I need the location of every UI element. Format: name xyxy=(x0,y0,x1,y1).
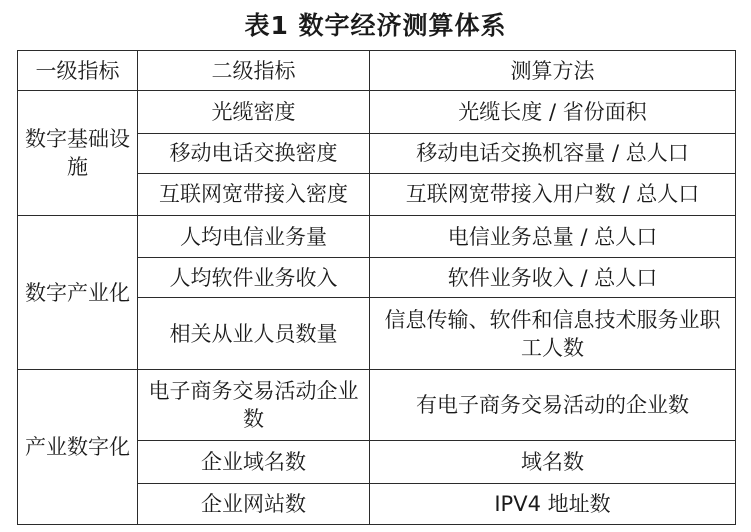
indicator-cell: 企业网站数 xyxy=(138,484,370,525)
category-cell: 数字产业化 xyxy=(18,215,138,370)
indicator-cell: 移动电话交换密度 xyxy=(138,133,370,174)
category-cell: 数字基础设施 xyxy=(18,91,138,216)
method-cell: 光缆长度 / 省份面积 xyxy=(370,91,736,134)
column-header-level1: 一级指标 xyxy=(18,51,138,91)
method-cell: 软件业务收入 / 总人口 xyxy=(370,258,736,297)
header-row xyxy=(18,51,736,91)
indicator-cell: 人均软件业务收入 xyxy=(138,258,370,297)
indicator-cell: 企业域名数 xyxy=(138,440,370,484)
method-cell: 信息传输、软件和信息技术服务业职工人数 xyxy=(370,297,736,370)
table-row xyxy=(18,215,736,258)
category-cell: 产业数字化 xyxy=(18,370,138,525)
measurement-table xyxy=(17,50,736,525)
column-header-method: 测算方法 xyxy=(370,51,736,91)
indicator-cell: 相关从业人员数量 xyxy=(138,297,370,370)
method-cell: IPV4 地址数 xyxy=(370,484,736,525)
table-row xyxy=(18,370,736,440)
indicator-cell: 互联网宽带接入密度 xyxy=(138,174,370,216)
method-cell: 域名数 xyxy=(370,440,736,484)
indicator-cell: 光缆密度 xyxy=(138,91,370,134)
method-cell: 移动电话交换机容量 / 总人口 xyxy=(370,133,736,174)
table-row xyxy=(18,91,736,134)
indicator-cell: 电子商务交易活动企业数 xyxy=(138,370,370,440)
method-cell: 互联网宽带接入用户数 / 总人口 xyxy=(370,174,736,216)
method-cell: 电信业务总量 / 总人口 xyxy=(370,215,736,258)
column-header-level2: 二级指标 xyxy=(138,51,370,91)
method-cell: 有电子商务交易活动的企业数 xyxy=(370,370,736,440)
indicator-cell: 人均电信业务量 xyxy=(138,215,370,258)
table-title: 表1 数字经济测算体系 xyxy=(244,11,507,40)
